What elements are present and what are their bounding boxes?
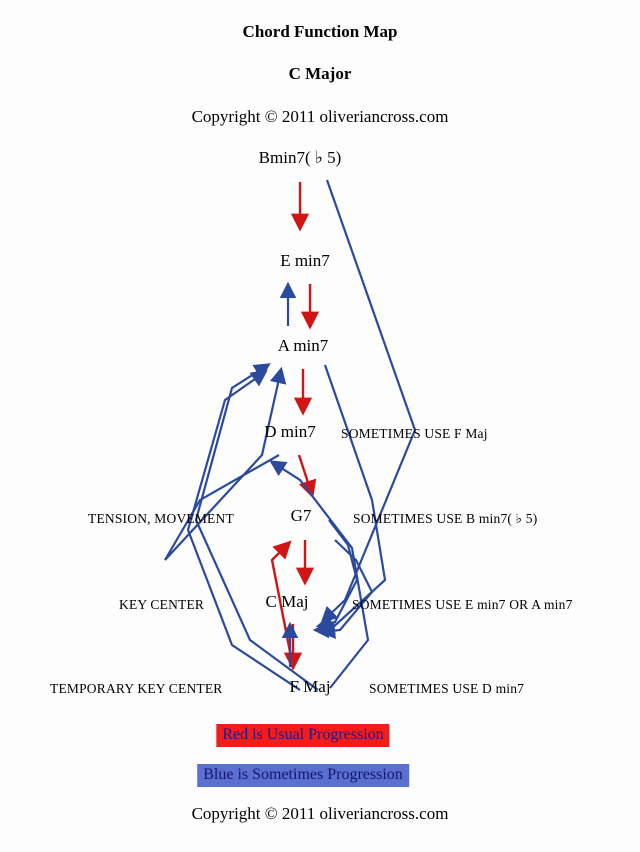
legend-red-usual-progression: Red is Usual Progression xyxy=(216,724,389,747)
annotation-sometimes-use-dmin7: SOMETIMES USE D min7 xyxy=(369,681,525,696)
copyright-bottom: Copyright © 2011 oliveriancross.com xyxy=(191,804,449,823)
chord-bmin7b5: Bmin7( ♭ 5) xyxy=(258,148,342,167)
annotation-tension-movement: TENSION, MOVEMENT xyxy=(88,511,234,526)
page-title: Chord Function Map xyxy=(242,22,398,41)
legend-blue-sometimes-progression: Blue is Sometimes Progression xyxy=(197,764,409,787)
annotation-sometimes-use-emin7-or-amin7: SOMETIMES USE E min7 OR A min7 xyxy=(352,597,573,612)
annotation-sometimes-use-f-maj: SOMETIMES USE F Maj xyxy=(341,426,488,441)
chord-emin7: E min7 xyxy=(280,251,330,270)
annotation-key-center: KEY CENTER xyxy=(119,597,205,612)
page-subtitle: C Major xyxy=(288,64,352,83)
chord-fmaj: F Maj xyxy=(289,677,331,696)
chord-cmaj: C Maj xyxy=(265,592,309,611)
chord-g7: G7 xyxy=(290,506,312,525)
chord-dmin7: D min7 xyxy=(264,422,316,441)
chord-amin7: A min7 xyxy=(277,336,329,355)
annotation-temporary-key-center: TEMPORARY KEY CENTER xyxy=(50,681,223,696)
annotation-sometimes-use-bmin7b5: SOMETIMES USE B min7( ♭ 5) xyxy=(353,511,538,526)
copyright-top: Copyright © 2011 oliveriancross.com xyxy=(191,107,449,126)
